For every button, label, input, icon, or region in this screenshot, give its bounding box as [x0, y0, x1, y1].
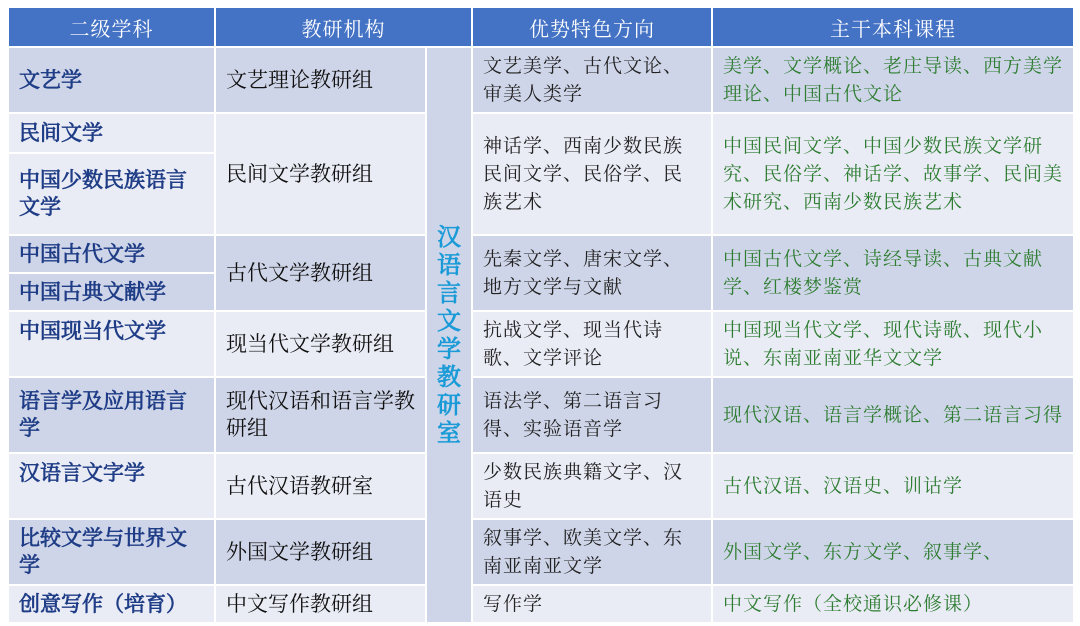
table-row [8, 235, 1074, 273]
org-cell: 现代汉语和语言学教研组 [215, 377, 426, 453]
direction-cell: 抗战文学、现当代诗歌、文学评论 [472, 311, 712, 377]
header-org: 教研机构 [215, 7, 472, 47]
table-row [8, 453, 1074, 519]
org-cell: 古代汉语教研室 [215, 453, 426, 519]
org-cell: 民间文学教研组 [215, 113, 426, 235]
org-cell: 现当代文学教研组 [215, 311, 426, 377]
courses-cell: 古代汉语、汉语史、训诂学 [712, 453, 1074, 519]
subject-cell: 民间文学 [8, 113, 215, 153]
header-direction: 优势特色方向 [472, 7, 712, 47]
subject-cell: 语言学及应用语言学 [8, 377, 215, 453]
table-row [8, 113, 1074, 153]
subject-cell: 汉语言文字学 [8, 453, 215, 519]
discipline-table [7, 6, 1075, 624]
courses-cell: 中国民间文学、中国少数民族文学研究、民俗学、神话学、故事学、民间美术研究、西南少数民族艺术 [712, 113, 1074, 235]
org-cell: 外国文学教研组 [215, 519, 426, 585]
direction-cell: 先秦文学、唐宋文学、地方文学与文献 [472, 235, 712, 311]
direction-cell: 少数民族典籍文字、汉语史 [472, 453, 712, 519]
subject-cell: 文艺学 [8, 47, 215, 113]
courses-cell: 外国文学、东方文学、叙事学、 [712, 519, 1074, 585]
header-row [8, 7, 1074, 47]
direction-cell: 写作学 [472, 585, 712, 623]
direction-cell: 文艺美学、古代文论、审美人类学 [472, 47, 712, 113]
table-row [8, 47, 1074, 113]
department-cell [426, 47, 472, 623]
table-row [8, 519, 1074, 585]
courses-cell: 中文写作（全校通识必修课） [712, 585, 1074, 623]
table-row [8, 311, 1074, 377]
courses-cell: 中国现当代文学、现代诗歌、现代小说、东南亚南亚华文文学 [712, 311, 1074, 377]
subject-cell: 中国古代文学 [8, 235, 215, 273]
direction-cell: 叙事学、欧美文学、东南亚南亚文学 [472, 519, 712, 585]
department-label: 汉语言文学教研室 [437, 223, 461, 447]
direction-cell: 语法学、第二语言习得、实验语音学 [472, 377, 712, 453]
header-subject: 二级学科 [8, 7, 215, 47]
courses-cell: 现代汉语、语言学概论、第二语言习得 [712, 377, 1074, 453]
courses-cell: 美学、文学概论、老庄导读、西方美学理论、中国古代文论 [712, 47, 1074, 113]
subject-cell: 中国现当代文学 [8, 311, 215, 377]
table-row [8, 585, 1074, 623]
subject-cell: 比较文学与世界文学 [8, 519, 215, 585]
header-courses: 主干本科课程 [712, 7, 1074, 47]
table-row [8, 377, 1074, 453]
courses-cell: 中国古代文学、诗经导读、古典文献学、红楼梦鉴赏 [712, 235, 1074, 311]
org-cell: 中文写作教研组 [215, 585, 426, 623]
subject-cell: 中国少数民族语言文学 [8, 153, 215, 235]
org-cell: 文艺理论教研组 [215, 47, 426, 113]
subject-cell: 中国古典文献学 [8, 273, 215, 311]
direction-cell: 神话学、西南少数民族民间文学、民俗学、民族艺术 [472, 113, 712, 235]
subject-cell: 创意写作（培育） [8, 585, 215, 623]
org-cell: 古代文学教研组 [215, 235, 426, 311]
